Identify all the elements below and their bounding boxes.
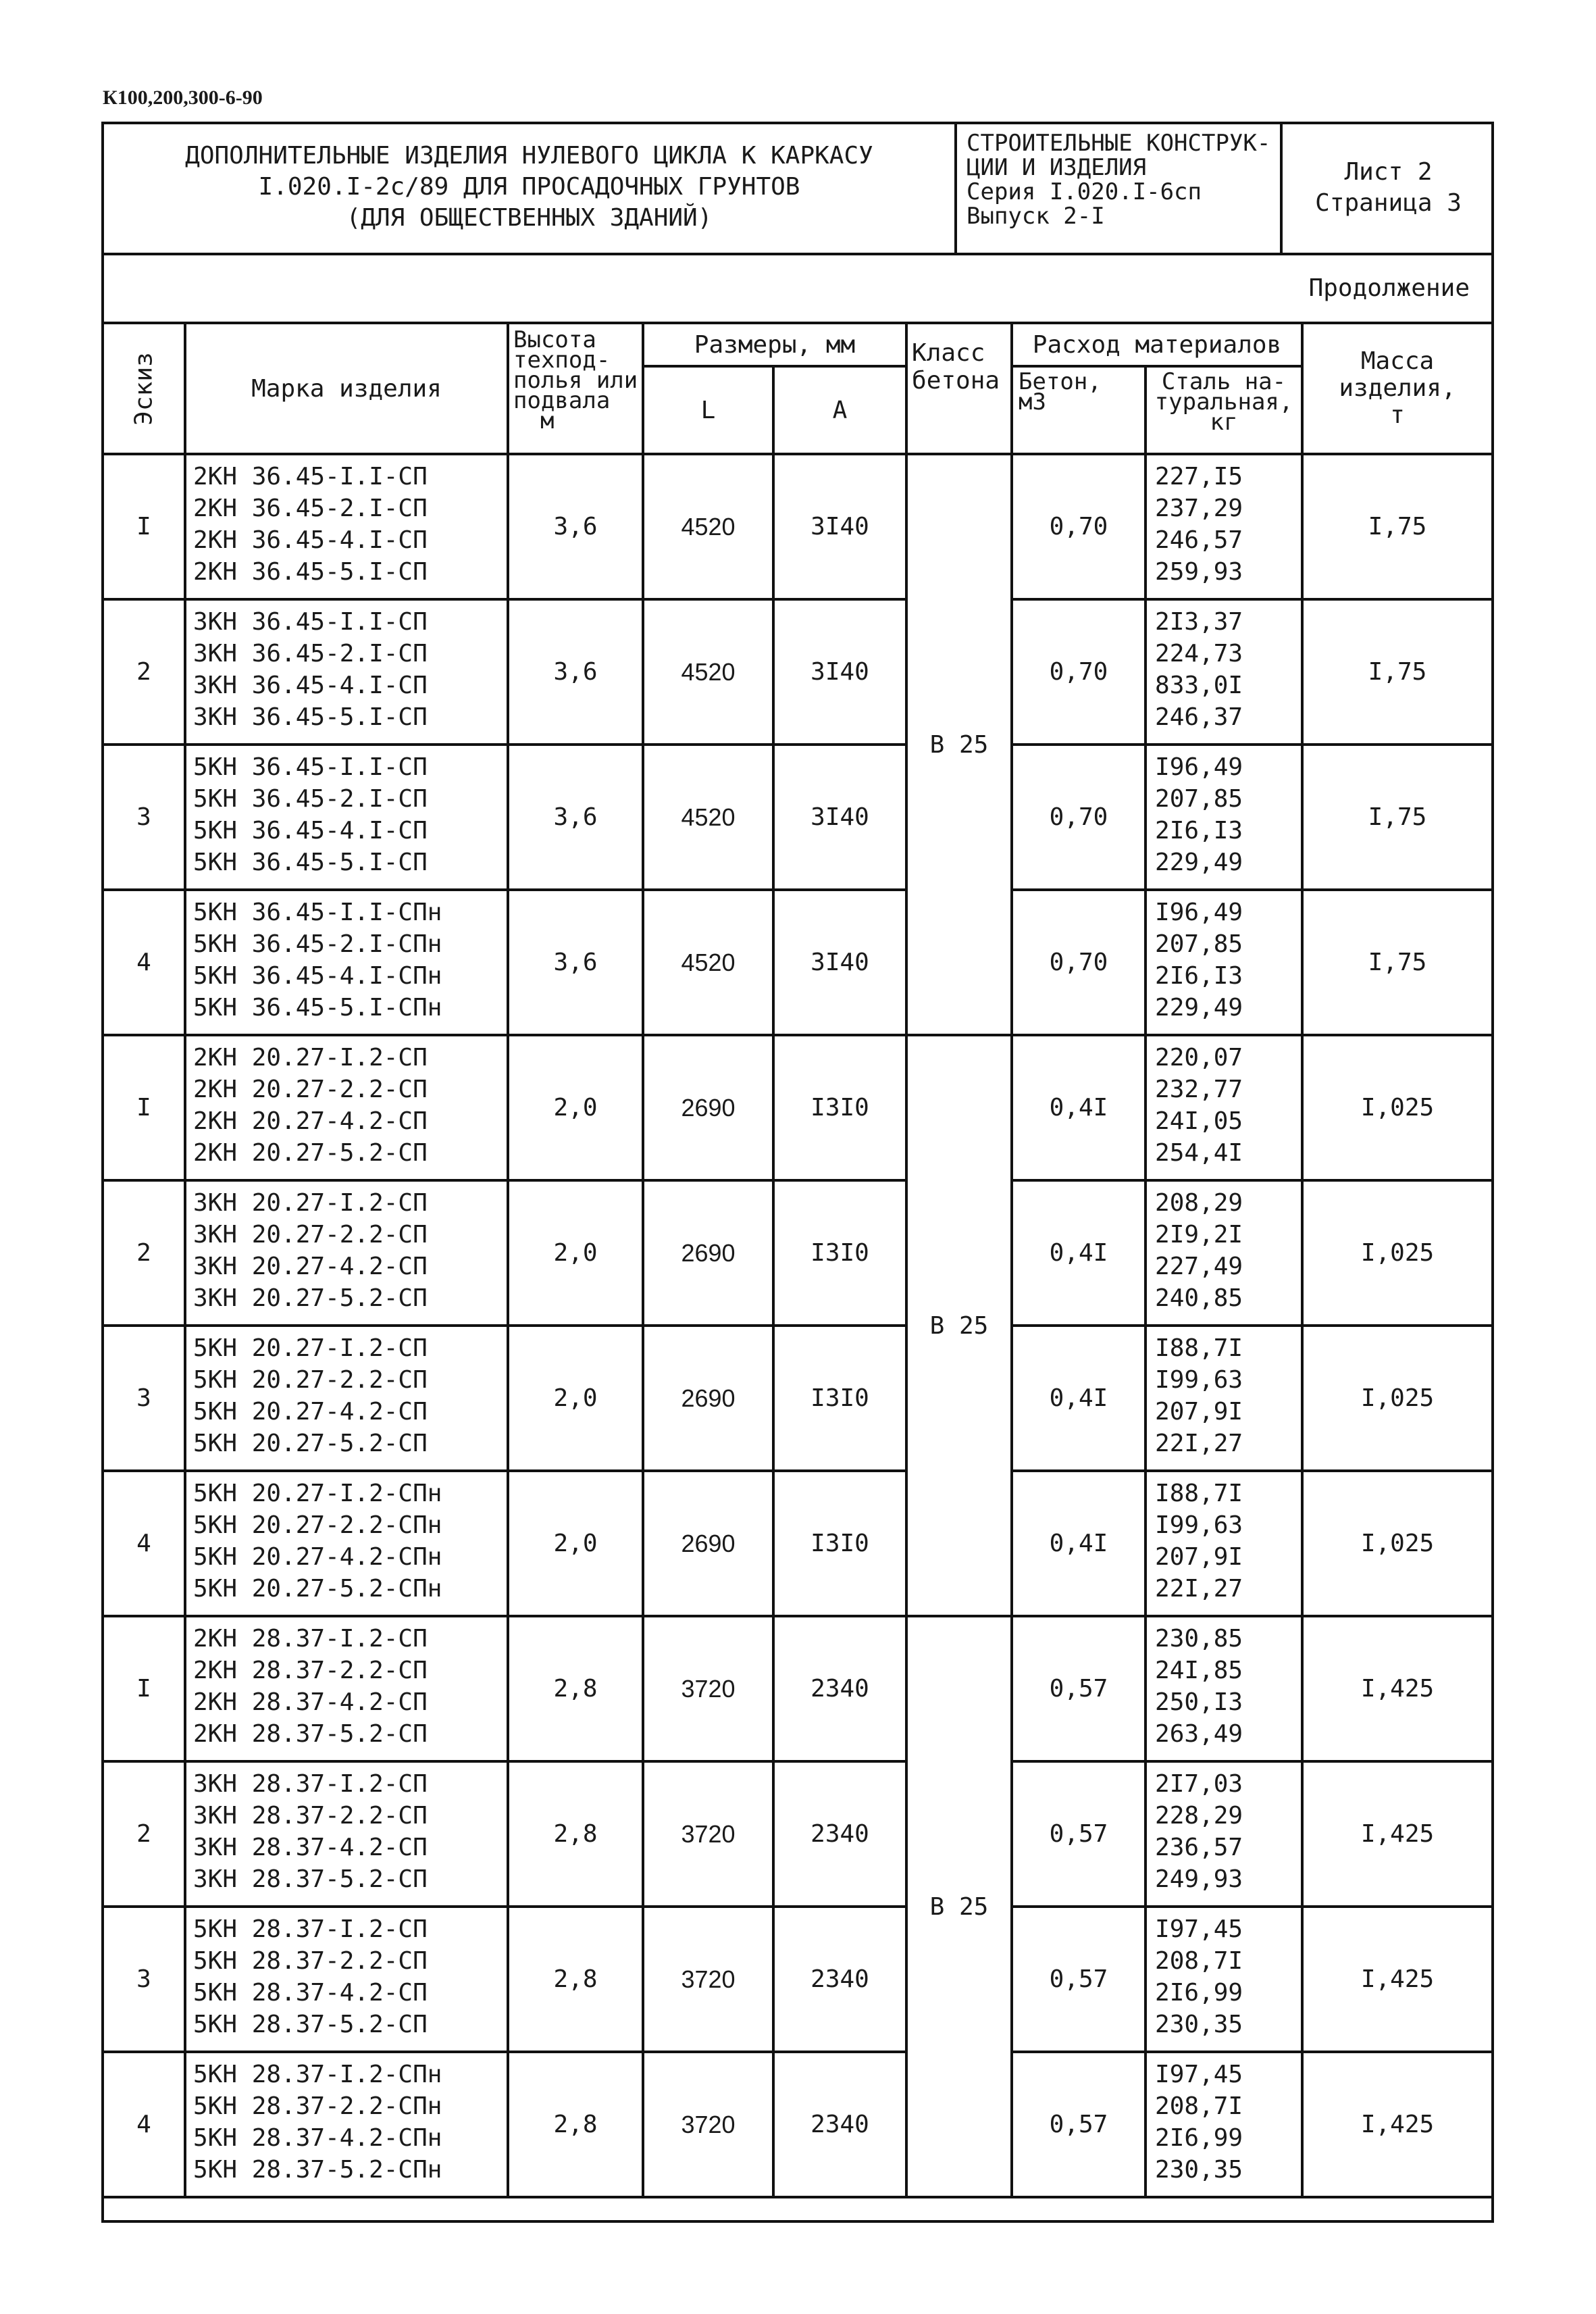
header-sketch: Эскиз	[104, 324, 185, 454]
steel-line: I99,63	[1155, 1511, 1243, 1539]
steel-line: 208,7I	[1155, 2092, 1243, 2120]
mark-line: 5КН 20.27-5.2-СП	[193, 1430, 428, 1457]
document-code: К100,200,300-6-90	[103, 86, 263, 109]
steel-cell	[1145, 454, 1302, 599]
mark-line: 2КН 36.45-5.I-СП	[193, 558, 428, 586]
steel-line: I99,63	[1155, 1366, 1243, 1394]
table-row	[104, 454, 1491, 599]
mark-cell	[185, 1035, 508, 1180]
a-cell: 2340	[773, 2052, 906, 2197]
steel-line: 207,9I	[1155, 1398, 1243, 1426]
steel-line: 220,07	[1155, 1044, 1243, 1072]
mark-cell	[185, 1907, 508, 2052]
mark-cell	[185, 745, 508, 890]
steel-cell	[1145, 745, 1302, 890]
height-cell: 2,0	[508, 1471, 643, 1616]
concrete-cell: 0,70	[1012, 454, 1145, 599]
steel-line: 263,49	[1155, 1720, 1243, 1748]
sketch-cell: 4	[104, 1471, 185, 1616]
length-cell: 3720	[643, 1616, 773, 1761]
mark-line: 5КН 36.45-2.I-СП	[193, 785, 428, 813]
series-line: Серия I.020.I-6сп	[967, 178, 1202, 205]
table-row	[104, 1761, 1491, 1907]
table-row	[104, 1616, 1491, 1761]
concrete-cell: 0,4I	[1012, 1180, 1145, 1326]
sketch-cell: 2	[104, 1180, 185, 1326]
mark-line: 3КН 36.45-2.I-СП	[193, 640, 428, 668]
header-materials: Расход материалов	[1012, 324, 1302, 366]
steel-line: 224,73	[1155, 640, 1243, 668]
steel-line: 2I6,I3	[1155, 817, 1243, 845]
steel-line: 229,49	[1155, 994, 1243, 1022]
table-body	[104, 454, 1491, 2197]
sketch-cell: 3	[104, 745, 185, 890]
height-cell: 2,0	[508, 1035, 643, 1180]
steel-cell	[1145, 1326, 1302, 1471]
mark-line: 2КН 20.27-5.2-СП	[193, 1139, 428, 1167]
length-cell: 2690	[643, 1180, 773, 1326]
mark-line: 2КН 28.37-4.2-СП	[193, 1688, 428, 1716]
steel-line: 230,35	[1155, 2011, 1243, 2038]
header-mass: Масса изделия, т	[1302, 324, 1491, 454]
table-row	[104, 2052, 1491, 2197]
mark-line: 5КН 28.37-I.2-СП	[193, 1915, 428, 1943]
mark-line: 2КН 20.27-2.2-СП	[193, 1076, 428, 1103]
mass-cell: I,75	[1302, 890, 1491, 1035]
mark-line: 2КН 36.45-4.I-СП	[193, 526, 428, 554]
concrete-class-cell: B 25	[906, 1616, 1012, 2197]
mass-cell: I,425	[1302, 1761, 1491, 1907]
steel-line: I97,45	[1155, 1915, 1243, 1943]
page-number: Страница 3	[1315, 189, 1462, 217]
mark-cell	[185, 1616, 508, 1761]
concrete-cell: 0,57	[1012, 1761, 1145, 1907]
steel-line: 207,85	[1155, 930, 1243, 958]
mark-line: 5КН 36.45-I.I-СП	[193, 753, 428, 781]
height-cell: 3,6	[508, 454, 643, 599]
concrete-cell: 0,57	[1012, 2052, 1145, 2197]
length-cell: 3720	[643, 2052, 773, 2197]
steel-line: 207,9I	[1155, 1543, 1243, 1571]
header-sizes: Размеры, мм	[643, 324, 906, 366]
steel-line: I88,7I	[1155, 1480, 1243, 1507]
concrete-cell: 0,70	[1012, 745, 1145, 890]
a-cell: 2340	[773, 1616, 906, 1761]
height-cell: 2,8	[508, 1907, 643, 2052]
mark-cell	[185, 454, 508, 599]
document-frame	[101, 122, 1494, 2223]
steel-cell	[1145, 1761, 1302, 1907]
mark-line: 5КН 36.45-I.I-СПн	[193, 899, 442, 926]
mass-cell: I,025	[1302, 1326, 1491, 1471]
a-cell: 2340	[773, 1761, 906, 1907]
height-cell: 3,6	[508, 745, 643, 890]
mark-line: 5КН 28.37-5.2-СПн	[193, 2156, 442, 2184]
height-cell: 2,8	[508, 1616, 643, 1761]
steel-line: 250,I3	[1155, 1688, 1243, 1716]
header-mark: Марка изделия	[185, 324, 508, 454]
mark-line: 5КН 36.45-5.I-СП	[193, 849, 428, 876]
steel-cell	[1145, 599, 1302, 745]
length-cell: 4520	[643, 454, 773, 599]
mark-line: 5КН 28.37-4.2-СПн	[193, 2124, 442, 2152]
concrete-cell: 0,4I	[1012, 1471, 1145, 1616]
table-row	[104, 1907, 1491, 2052]
mark-line: 5КН 20.27-4.2-СПн	[193, 1543, 442, 1571]
sketch-cell: 4	[104, 890, 185, 1035]
steel-line: 230,35	[1155, 2156, 1243, 2184]
mark-line: 2КН 28.37-I.2-СП	[193, 1625, 428, 1653]
mark-cell	[185, 1180, 508, 1326]
concrete-cell: 0,4I	[1012, 1326, 1145, 1471]
mark-line: 3КН 28.37-5.2-СП	[193, 1865, 428, 1893]
steel-line: 240,85	[1155, 1284, 1243, 1312]
mark-line: 2КН 20.27-4.2-СП	[193, 1107, 428, 1135]
steel-line: 259,93	[1155, 558, 1243, 586]
concrete-cell: 0,57	[1012, 1616, 1145, 1761]
steel-line: 833,0I	[1155, 672, 1243, 699]
sketch-cell: I	[104, 1035, 185, 1180]
steel-cell	[1145, 890, 1302, 1035]
steel-line: 249,93	[1155, 1865, 1243, 1893]
sheet-info	[1285, 124, 1491, 253]
length-cell: 2690	[643, 1326, 773, 1471]
steel-cell	[1145, 1180, 1302, 1326]
a-cell: 3I40	[773, 890, 906, 1035]
mark-line: 5КН 28.37-I.2-СПн	[193, 2061, 442, 2088]
steel-line: I97,45	[1155, 2061, 1243, 2088]
steel-line: 24I,85	[1155, 1657, 1243, 1684]
sketch-cell: 2	[104, 599, 185, 745]
steel-line: 254,4I	[1155, 1139, 1243, 1167]
mark-line: 2КН 20.27-I.2-СП	[193, 1044, 428, 1072]
mark-line: 3КН 20.27-5.2-СП	[193, 1284, 428, 1312]
header-A: A	[773, 366, 906, 454]
steel-cell	[1145, 2052, 1302, 2197]
steel-line: 24I,05	[1155, 1107, 1243, 1135]
a-cell: I3I0	[773, 1326, 906, 1471]
series-line: СТРОИТЕЛЬНЫЕ КОНСТРУК-	[967, 130, 1271, 157]
steel-line: 246,57	[1155, 526, 1243, 554]
sketch-cell: 2	[104, 1761, 185, 1907]
mass-cell: I,75	[1302, 454, 1491, 599]
mark-line: 3КН 20.27-4.2-СП	[193, 1253, 428, 1280]
steel-line: I88,7I	[1155, 1334, 1243, 1362]
steel-line: 228,29	[1155, 1802, 1243, 1830]
mark-line: 5КН 36.45-4.I-СП	[193, 817, 428, 845]
steel-line: 229,49	[1155, 849, 1243, 876]
concrete-class-cell: B 25	[906, 454, 1012, 1035]
mark-line: 5КН 20.27-I.2-СП	[193, 1334, 428, 1362]
table-row	[104, 1035, 1491, 1180]
mark-cell	[185, 1471, 508, 1616]
mass-cell: I,425	[1302, 1907, 1491, 2052]
height-cell: 3,6	[508, 599, 643, 745]
height-cell: 2,8	[508, 1761, 643, 1907]
mark-line: 3КН 20.27-2.2-СП	[193, 1221, 428, 1249]
steel-line: I96,49	[1155, 753, 1243, 781]
steel-line: 2I6,99	[1155, 2124, 1243, 2152]
steel-line: 207,85	[1155, 785, 1243, 813]
mark-line: 5КН 20.27-I.2-СПн	[193, 1480, 442, 1507]
mark-line: 5КН 28.37-2.2-СП	[193, 1947, 428, 1975]
mark-line: 2КН 36.45-I.I-СП	[193, 463, 428, 491]
steel-line: I96,49	[1155, 899, 1243, 926]
table-row	[104, 890, 1491, 1035]
steel-line: 2I6,99	[1155, 1979, 1243, 2007]
sketch-cell: I	[104, 1616, 185, 1761]
a-cell: 3I40	[773, 599, 906, 745]
steel-line: 246,37	[1155, 703, 1243, 731]
steel-line: 236,57	[1155, 1834, 1243, 1861]
header-L: L	[643, 366, 773, 454]
length-cell: 2690	[643, 1035, 773, 1180]
mark-line: 5КН 20.27-2.2-СПн	[193, 1511, 442, 1539]
mass-cell: I,425	[1302, 2052, 1491, 2197]
concrete-cell: 0,70	[1012, 890, 1145, 1035]
height-cell: 3,6	[508, 890, 643, 1035]
steel-cell	[1145, 1471, 1302, 1616]
mark-line: 3КН 36.45-4.I-СП	[193, 672, 428, 699]
mark-cell	[185, 1761, 508, 1907]
mark-line: 5КН 36.45-5.I-СПн	[193, 994, 442, 1022]
title-line: (ДЛЯ ОБЩЕСТВЕННЫХ ЗДАНИЙ)	[346, 204, 713, 232]
concrete-cell: 0,4I	[1012, 1035, 1145, 1180]
mark-line: 5КН 28.37-4.2-СП	[193, 1979, 428, 2007]
table-row	[104, 1471, 1491, 1616]
sketch-cell: 3	[104, 1326, 185, 1471]
mass-cell: I,75	[1302, 745, 1491, 890]
header-concrete-class: Класс бетона	[906, 324, 1012, 454]
table-row	[104, 1180, 1491, 1326]
sketch-cell: 4	[104, 2052, 185, 2197]
length-cell: 3720	[643, 1907, 773, 2052]
title-line: ДОПОЛНИТЕЛЬНЫЕ ИЗДЕЛИЯ НУЛЕВОГО ЦИКЛА К КАРКАСУ	[185, 142, 873, 170]
table-row	[104, 1326, 1491, 1471]
mark-line: 3КН 28.37-4.2-СП	[193, 1834, 428, 1861]
steel-line: 22I,27	[1155, 1430, 1243, 1457]
length-cell: 4520	[643, 890, 773, 1035]
length-cell: 4520	[643, 599, 773, 745]
sheet-number: Лист 2	[1344, 158, 1433, 186]
steel-cell	[1145, 1035, 1302, 1180]
concrete-cell: 0,70	[1012, 599, 1145, 745]
steel-line: 2I9,2I	[1155, 1221, 1243, 1249]
steel-line: 227,I5	[1155, 463, 1243, 491]
mass-cell: I,75	[1302, 599, 1491, 745]
height-cell: 2,0	[508, 1180, 643, 1326]
steel-line: 232,77	[1155, 1076, 1243, 1103]
a-cell: 2340	[773, 1907, 906, 2052]
mark-line: 5КН 20.27-4.2-СП	[193, 1398, 428, 1426]
mark-line: 2КН 28.37-5.2-СП	[193, 1720, 428, 1748]
mark-line: 5КН 36.45-2.I-СПн	[193, 930, 442, 958]
length-cell: 2690	[643, 1471, 773, 1616]
mark-cell	[185, 2052, 508, 2197]
series-line: Выпуск 2-I	[967, 203, 1105, 230]
mark-line: 3КН 28.37-2.2-СП	[193, 1802, 428, 1830]
header-concrete: Бетон, м3	[1012, 366, 1145, 454]
a-cell: 3I40	[773, 454, 906, 599]
series-info	[960, 124, 1283, 253]
steel-cell	[1145, 1616, 1302, 1761]
steel-line: 208,29	[1155, 1189, 1243, 1217]
mass-cell: I,025	[1302, 1180, 1491, 1326]
concrete-cell: 0,57	[1012, 1907, 1145, 2052]
steel-line: 2I6,I3	[1155, 962, 1243, 990]
table-row	[104, 745, 1491, 890]
mark-line: 2КН 36.45-2.I-СП	[193, 495, 428, 522]
mark-line: 5КН 20.27-5.2-СПн	[193, 1575, 442, 1603]
mass-cell: I,025	[1302, 1471, 1491, 1616]
concrete-class-cell: B 25	[906, 1035, 1012, 1616]
header-steel: Сталь на- туральная, кг	[1145, 366, 1302, 454]
steel-line: 2I3,37	[1155, 608, 1243, 636]
height-cell: 2,0	[508, 1326, 643, 1471]
mass-cell: I,025	[1302, 1035, 1491, 1180]
steel-line: 22I,27	[1155, 1575, 1243, 1603]
document-title	[104, 124, 957, 253]
sketch-cell: I	[104, 454, 185, 599]
sketch-cell: 3	[104, 1907, 185, 2052]
length-cell: 3720	[643, 1761, 773, 1907]
a-cell: I3I0	[773, 1180, 906, 1326]
mark-line: 2КН 28.37-2.2-СП	[193, 1657, 428, 1684]
mark-line: 3КН 20.27-I.2-СП	[193, 1189, 428, 1217]
products-table	[104, 324, 1491, 2198]
continuation-row	[104, 255, 1491, 324]
steel-line: 230,85	[1155, 1625, 1243, 1653]
steel-line: 237,29	[1155, 495, 1243, 522]
steel-cell	[1145, 1907, 1302, 2052]
mark-cell	[185, 1326, 508, 1471]
mark-line: 5КН 28.37-2.2-СПн	[193, 2092, 442, 2120]
steel-line: 208,7I	[1155, 1947, 1243, 1975]
title-block	[104, 124, 1491, 255]
table-row	[104, 599, 1491, 745]
mark-line: 5КН 36.45-4.I-СПн	[193, 962, 442, 990]
steel-line: 2I7,03	[1155, 1770, 1243, 1798]
mark-line: 3КН 28.37-I.2-СП	[193, 1770, 428, 1798]
steel-line: 227,49	[1155, 1253, 1243, 1280]
mark-line: 5КН 20.27-2.2-СП	[193, 1366, 428, 1394]
mark-line: 5КН 28.37-5.2-СП	[193, 2011, 428, 2038]
mark-cell	[185, 599, 508, 745]
mark-line: 3КН 36.45-I.I-СП	[193, 608, 428, 636]
height-cell: 2,8	[508, 2052, 643, 2197]
series-line: ЦИИ И ИЗДЕЛИЯ	[967, 154, 1147, 181]
header-height: Высота техпод- полья или подвала м	[508, 324, 643, 454]
length-cell: 4520	[643, 745, 773, 890]
a-cell: I3I0	[773, 1035, 906, 1180]
mark-cell	[185, 890, 508, 1035]
continuation-label: Продолжение	[1308, 274, 1470, 302]
title-line: I.020.I-2с/89 ДЛЯ ПРОСАДОЧНЫХ ГРУНТОВ	[258, 173, 800, 201]
a-cell: I3I0	[773, 1471, 906, 1616]
mark-line: 3КН 36.45-5.I-СП	[193, 703, 428, 731]
a-cell: 3I40	[773, 745, 906, 890]
mass-cell: I,425	[1302, 1616, 1491, 1761]
